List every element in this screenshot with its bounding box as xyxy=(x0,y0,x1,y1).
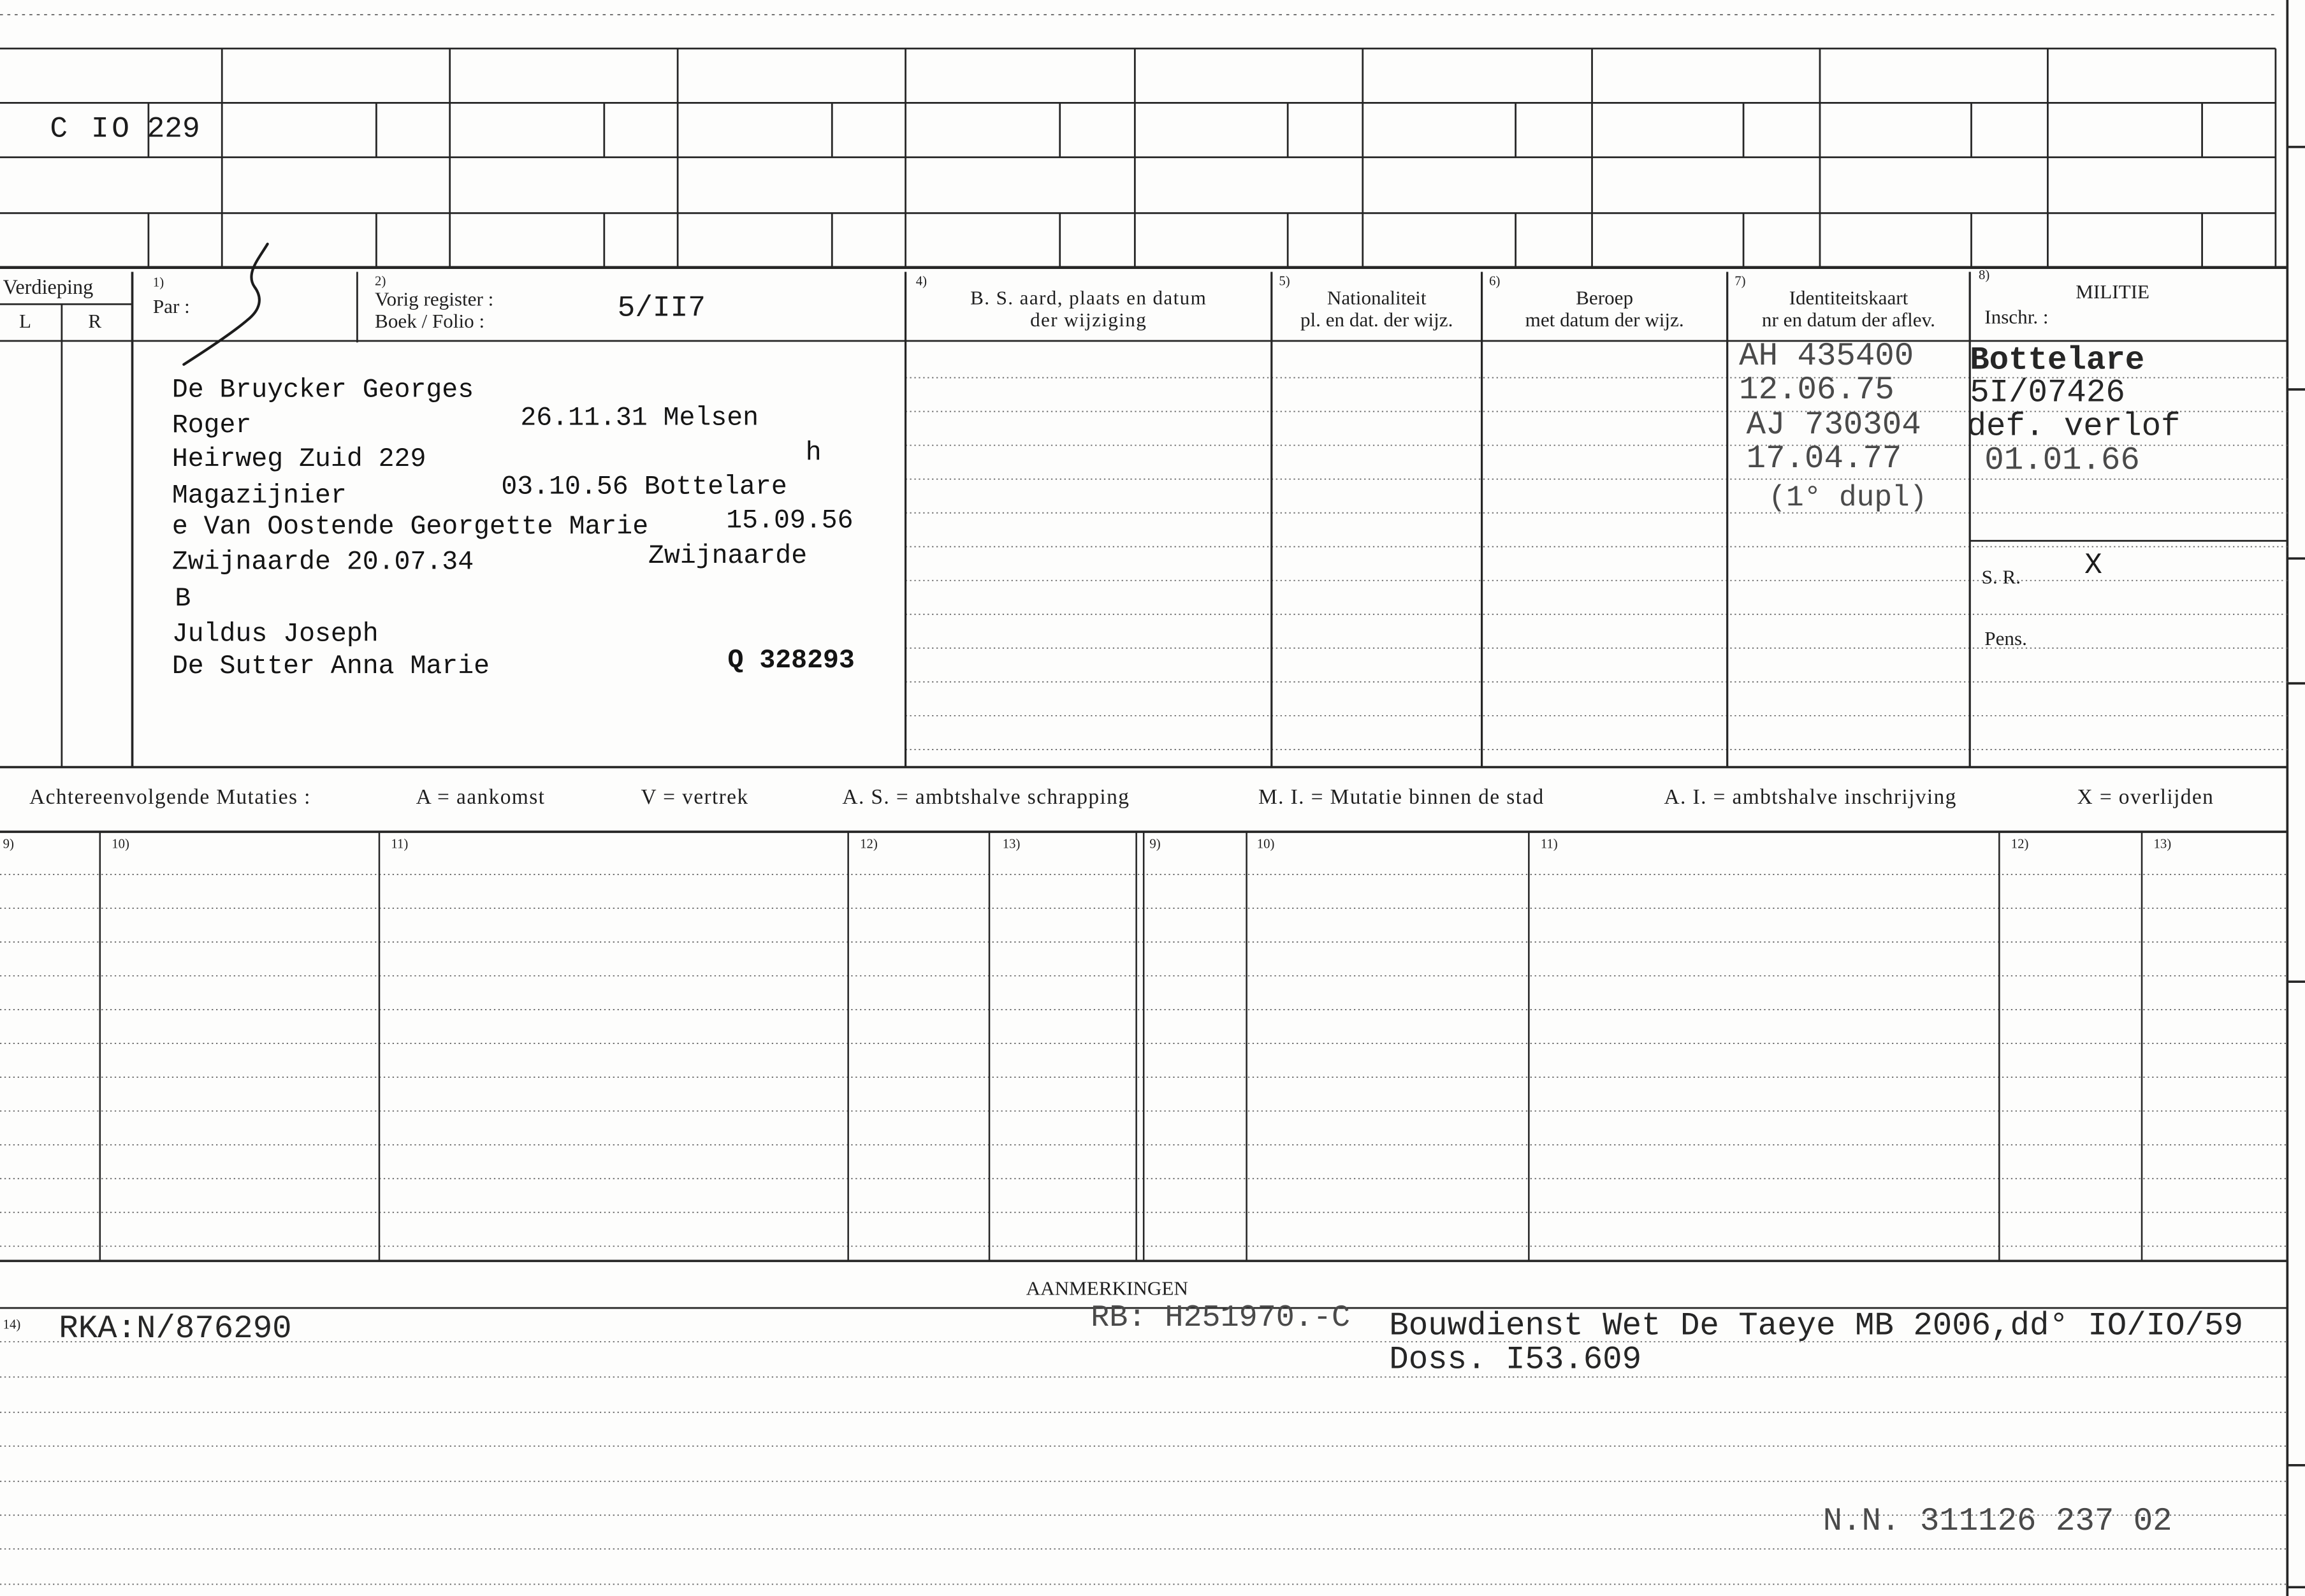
mutations-column-header: 10) xyxy=(1256,836,1275,852)
father-name: Juldus Joseph xyxy=(171,620,379,650)
civil-status-label-line1: B. S. aard, plaats en datum xyxy=(970,286,1207,309)
identity-card-entry: 12.06.75 xyxy=(1739,372,1894,409)
spouse-date: 15.09.56 xyxy=(726,507,854,537)
mutations-legend-item: A = aankomst xyxy=(416,786,546,810)
floor-right-label: R xyxy=(88,310,102,333)
person-birth: 26.11.31 Melsen xyxy=(520,404,759,434)
mutations-legend-item: V = vertrek xyxy=(641,786,749,810)
identity-card-number: 7) xyxy=(1734,273,1746,288)
floor-left-label: L xyxy=(18,310,32,333)
mutations-column-header: 12) xyxy=(860,836,878,852)
person-name: De Bruycker Georges xyxy=(171,376,474,406)
person-marker: h xyxy=(805,439,822,469)
profession-number: 6) xyxy=(1489,273,1501,288)
book-folio-label: Boek / Folio : xyxy=(375,310,485,333)
remarks-building-service: Bouwdienst Wet De Taeye MB 2006,dd° IO/IO/59 xyxy=(1389,1308,2243,1345)
book-folio-value: 5/II7 xyxy=(617,292,706,326)
mutations-column-header: 13) xyxy=(1002,836,1021,852)
remarks-dossier: Doss. I53.609 xyxy=(1389,1342,1642,1379)
remarks-number: 14) xyxy=(3,1316,21,1331)
sr-value: X xyxy=(2084,549,2102,584)
reference-number: Q 328293 xyxy=(727,646,855,676)
identity-card-entry: 17.04.77 xyxy=(1746,440,1902,478)
military-entry: 01.01.66 xyxy=(1984,442,2140,479)
mutations-column-header: 10) xyxy=(112,836,129,852)
par-number: 1) xyxy=(152,275,164,290)
person-address: Heirweg Zuid 229 xyxy=(171,445,426,475)
national-number: N.N. 311126 237 02 xyxy=(1822,1503,2172,1541)
remarks-rb: RB: H251970.-C xyxy=(1091,1302,1351,1336)
person-occupation: Magazijnier xyxy=(171,482,347,512)
mutations-column-header: 9) xyxy=(3,836,14,852)
spouse-place: Zwijnaarde xyxy=(648,542,808,572)
mutations-legend-item: A. S. = ambtshalve schrapping xyxy=(842,786,1130,810)
card-number-prefix: C IO xyxy=(50,113,133,147)
floor-label: Verdieping xyxy=(3,277,94,300)
person-second-name: Roger xyxy=(171,411,252,441)
par-scribble-mark xyxy=(184,244,267,365)
previous-register-label: Vorig register : xyxy=(375,287,494,310)
identity-card-entry: (1° dupl) xyxy=(1768,482,1928,516)
sr-label: S. R. xyxy=(1981,565,2021,588)
military-entry: 5I/07426 xyxy=(1970,374,2125,412)
military-registration-label: Inschr. : xyxy=(1984,305,2049,328)
mutations-legend-item: X = overlijden xyxy=(2077,786,2214,810)
remarks-title: AANMERKINGEN xyxy=(1026,1277,1188,1300)
mutations-column-header: 11) xyxy=(391,836,409,852)
military-number: 8) xyxy=(1979,267,1990,282)
mutations-column-header: 13) xyxy=(2153,836,2172,852)
mutations-legend-title: Achtereenvolgende Mutaties : xyxy=(29,786,311,810)
military-entry: Bottelare xyxy=(1970,342,2145,379)
person-marriage: 03.10.56 Bottelare xyxy=(501,473,787,503)
identity-card-entry: AJ 730304 xyxy=(1746,407,1921,444)
mutations-column-header: 9) xyxy=(1149,836,1161,852)
remarks-rka: RKA:N/876290 xyxy=(59,1310,292,1348)
spouse-name: e Van Oostende Georgette Marie xyxy=(171,512,649,542)
par-label: Par : xyxy=(152,295,190,318)
spouse-birth: Zwijnaarde 20.07.34 xyxy=(171,548,474,578)
profession-label-line1: Beroep xyxy=(1576,286,1634,309)
mutations-legend-item: M. I. = Mutatie binnen de stad xyxy=(1258,786,1545,810)
identity-card-label-line2: nr en datum der aflev. xyxy=(1761,308,1935,331)
military-entry: def. verlof xyxy=(1967,408,2181,446)
card-number-value: 229 xyxy=(147,113,200,147)
profession-label-line2: met datum der wijz. xyxy=(1525,308,1684,331)
nationality-label-line2: pl. en dat. der wijz. xyxy=(1300,308,1453,331)
mother-name: De Sutter Anna Marie xyxy=(171,652,490,682)
nationality-number: 5) xyxy=(1279,273,1290,288)
mutations-column-header: 12) xyxy=(2011,836,2029,852)
civil-status-number: 4) xyxy=(915,273,927,288)
pension-label: Pens. xyxy=(1984,627,2027,650)
mutations-legend-item: A. I. = ambtshalve inschrijving xyxy=(1664,786,1957,810)
nationality-label-line1: Nationaliteit xyxy=(1327,286,1427,309)
identity-card-entry: AH 435400 xyxy=(1739,338,1914,375)
military-label: MILITIE xyxy=(2076,280,2150,303)
mutations-column-header: 11) xyxy=(1540,836,1558,852)
nationality-code: B xyxy=(175,584,191,614)
identity-card-label-line1: Identiteitskaart xyxy=(1789,286,1909,309)
civil-status-label-line2: der wijziging xyxy=(1030,308,1147,331)
previous-register-number: 2) xyxy=(375,273,386,288)
